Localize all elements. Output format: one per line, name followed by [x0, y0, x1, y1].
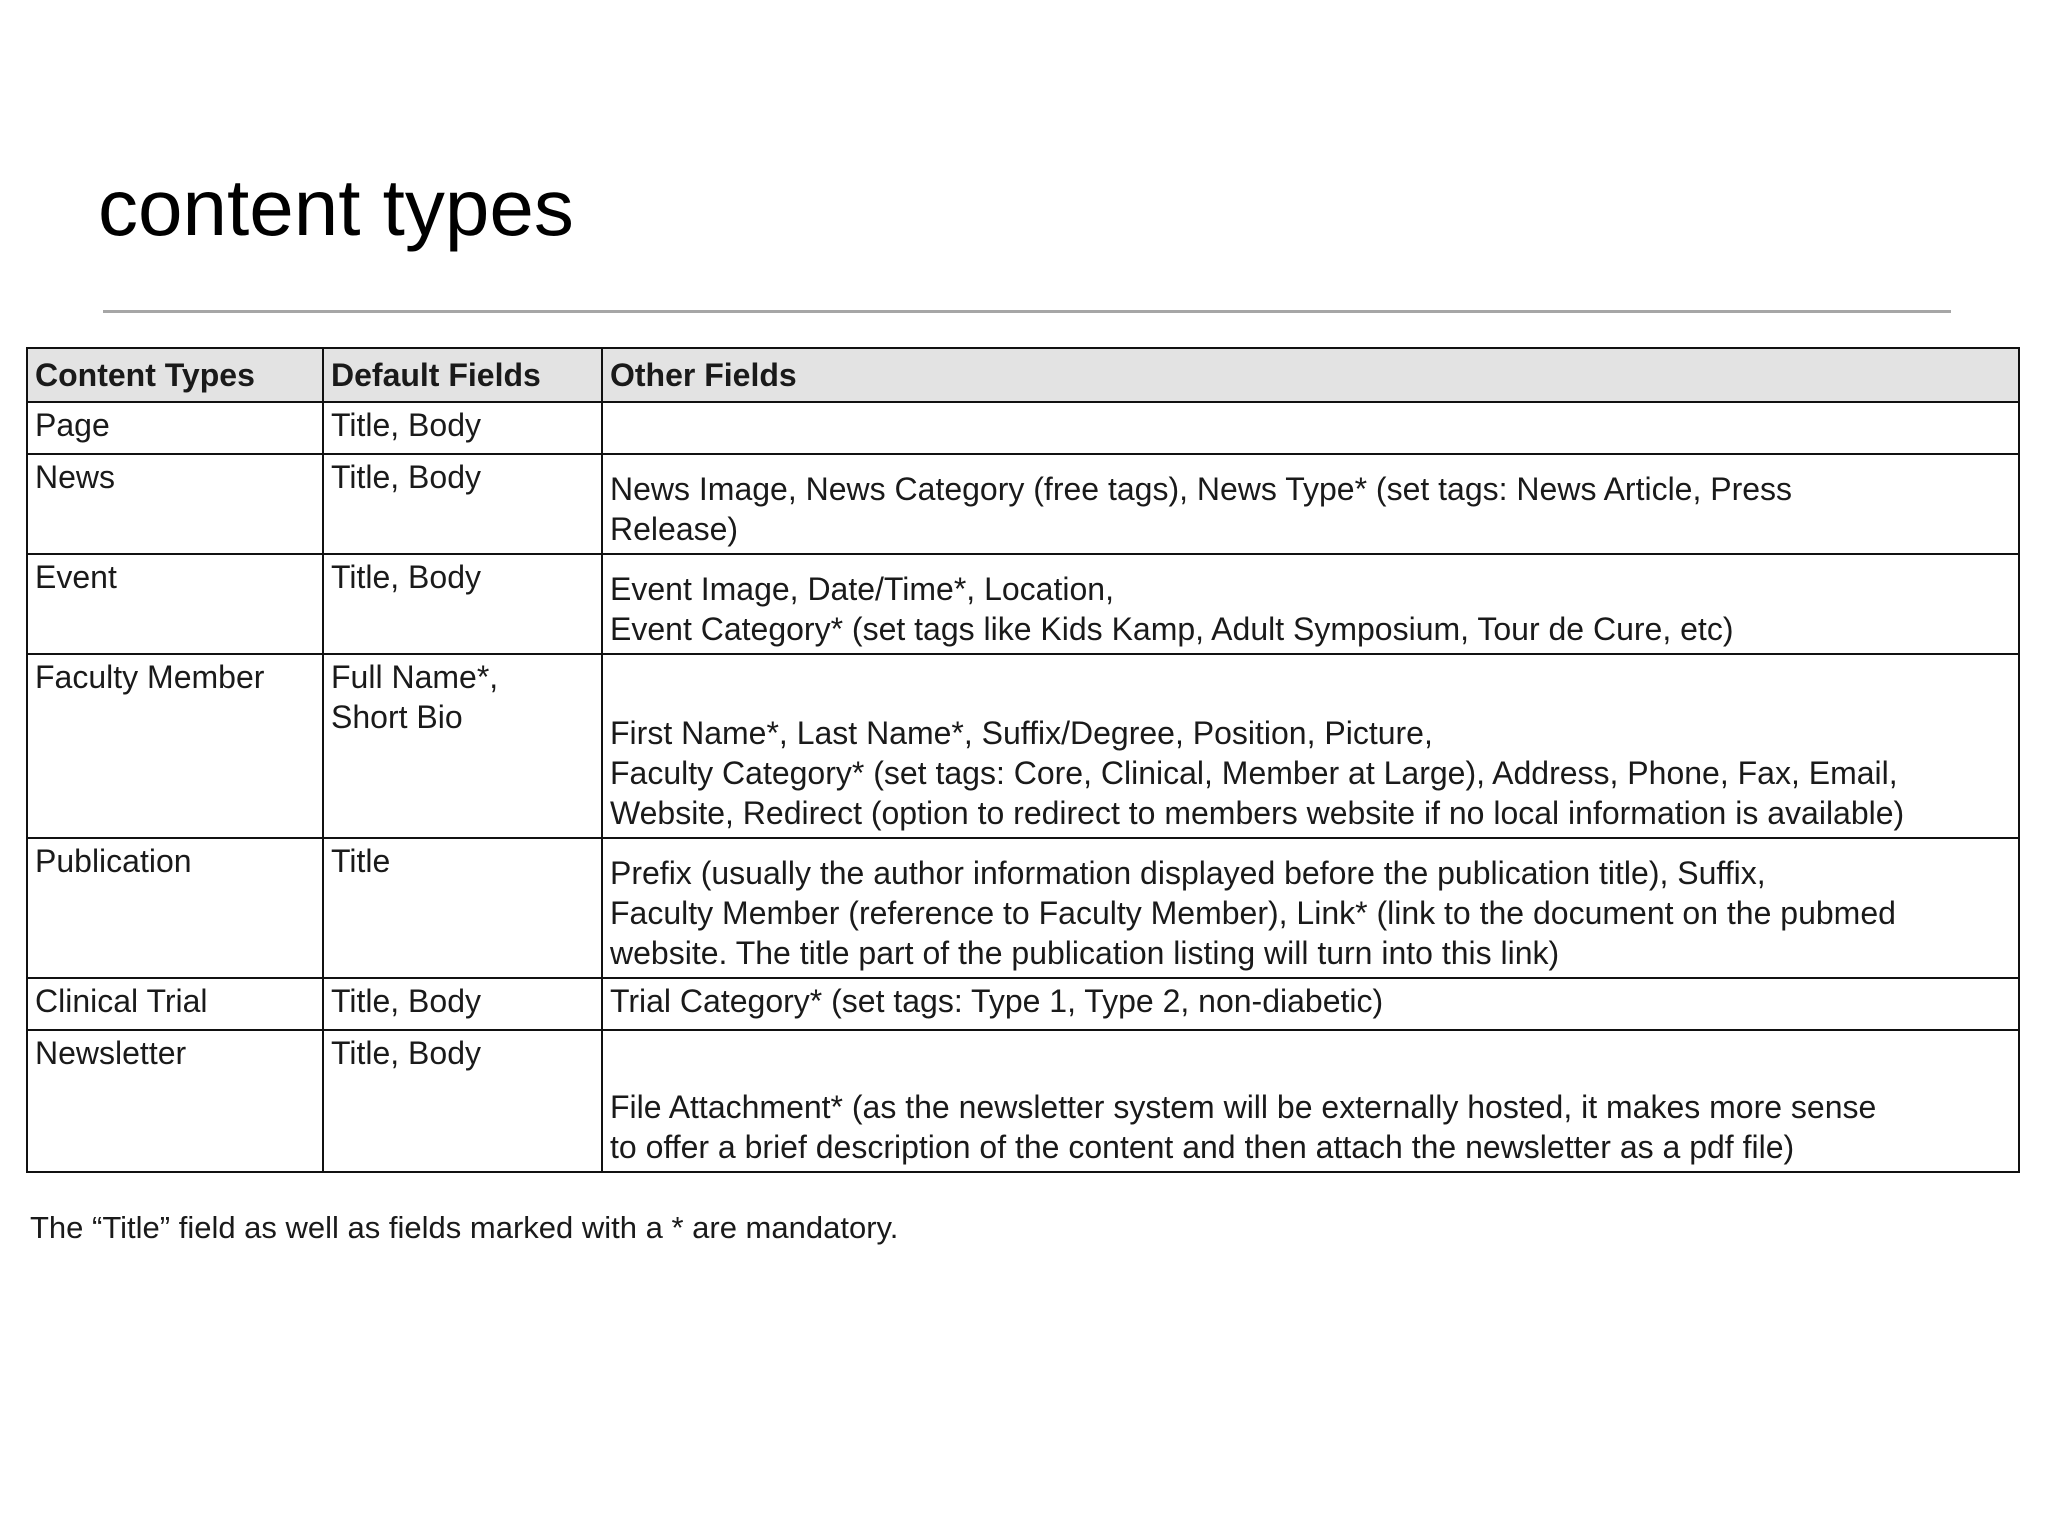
- default-fields-cell: Title, Body: [323, 402, 602, 454]
- content-type-name: Event: [27, 554, 323, 654]
- content-type-name: Faculty Member: [27, 654, 323, 838]
- other-fields-cell: File Attachment* (as the newsletter system will be externally hosted, it makes more sense to offer a brief description of the content and then attach the newsletter as a pdf file): [602, 1030, 2019, 1172]
- table-row: [27, 654, 2019, 838]
- table-row: [27, 402, 2019, 454]
- header-other-fields: Other Fields: [602, 348, 2019, 402]
- default-fields-cell: Title, Body: [323, 554, 602, 654]
- table-row: [27, 554, 2019, 654]
- slide-title: content types: [98, 163, 574, 252]
- other-fields-cell: Event Image, Date/Time*, Location, Event Category* (set tags like Kids Kamp, Adult Symposium, Tour de Cure, etc): [602, 554, 2019, 654]
- other-fields-cell: News Image, News Category (free tags), News Type* (set tags: News Article, Press Release): [602, 454, 2019, 554]
- other-fields-cell: First Name*, Last Name*, Suffix/Degree, Position, Picture, Faculty Category* (set tags: Core, Clinical, Member at Large), Address, Phone, Fax, Email, Website, Redirect (option to redirect to members website if no local information is available): [602, 654, 2019, 838]
- table-row: [27, 978, 2019, 1030]
- mandatory-fields-note: The “Title” field as well as fields marked with a * are mandatory.: [30, 1210, 899, 1245]
- table-header-row: [27, 348, 2019, 402]
- header-default-fields: Default Fields: [323, 348, 602, 402]
- content-type-name: Page: [27, 402, 323, 454]
- table-row: [27, 838, 2019, 978]
- default-fields-cell: Title: [323, 838, 602, 978]
- other-fields-cell: Trial Category* (set tags: Type 1, Type 2, non-diabetic): [602, 978, 2019, 1030]
- header-content-types: Content Types: [27, 348, 323, 402]
- title-divider: [103, 310, 1951, 313]
- default-fields-cell: Title, Body: [323, 1030, 602, 1172]
- table-row: [27, 454, 2019, 554]
- content-type-name: Newsletter: [27, 1030, 323, 1172]
- table-row: [27, 1030, 2019, 1172]
- default-fields-cell: Full Name*, Short Bio: [323, 654, 602, 838]
- content-type-name: News: [27, 454, 323, 554]
- content-type-name: Publication: [27, 838, 323, 978]
- default-fields-cell: Title, Body: [323, 978, 602, 1030]
- content-type-name: Clinical Trial: [27, 978, 323, 1030]
- other-fields-cell: [602, 402, 2019, 454]
- other-fields-cell: Prefix (usually the author information displayed before the publication title), Suffix, Faculty Member (reference to Faculty Member), Link* (link to the document on the pubmed website. The title part of the publication listing will turn into this link): [602, 838, 2019, 978]
- default-fields-cell: Title, Body: [323, 454, 602, 554]
- content-types-table: [26, 347, 2020, 1173]
